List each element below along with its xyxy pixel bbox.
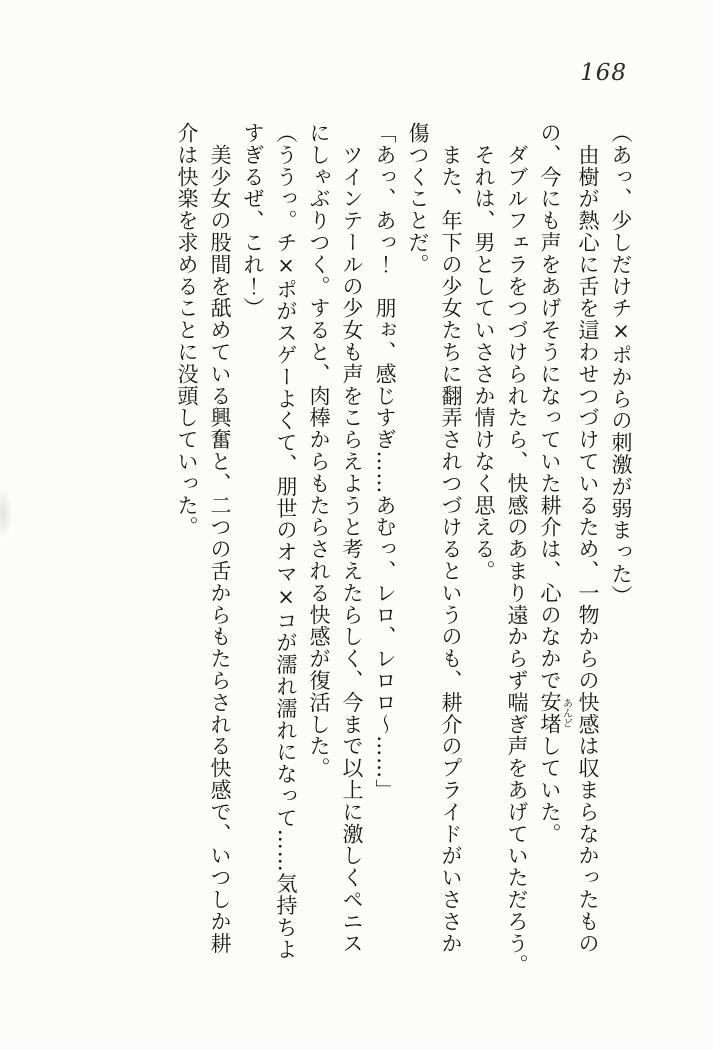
text-line: （ううっ。チ×ポがスゲーよくて、朋世のオマ×コが濡れ濡れになって……気持ちよ — [274, 122, 298, 961]
text-line: すぎるぜ、これ！） — [241, 122, 265, 320]
text-line: また、年下の少女たちに翻弄されつづけるというのも、耕介のプライドがいささか — [439, 122, 463, 955]
scan-artifact — [0, 486, 12, 540]
furigana-ruby: 安堵あんど — [538, 691, 572, 736]
text-line: ツインテールの少女も声をこらえようと考えたらしく、今まで以上に激しくペニス — [340, 122, 364, 955]
text-line: 美少女の股間を舐めている興奮と、二つの舌からもたらされる快感で、いつしか耕 — [208, 122, 232, 955]
text-line: 介は快楽を求めることに没頭していった。 — [175, 122, 199, 539]
text-line: それは、男としていささか情けなく思える。 — [472, 122, 496, 582]
text-line: 「あっ、あっ！ 朋ぉ、感じすぎ……あむっ、レロ、レロロ～……」 — [373, 122, 397, 801]
text-line: 由樹が熱心に舌を這わせつづけているため、一物からの快感は収まらなかったもの — [576, 122, 600, 955]
text-line: （あっ、少しだけチ×ポからの刺激が弱まった） — [609, 122, 633, 607]
text-line: にしゃぶりつく。すると、肉棒からもたらされる快感が復活した。 — [307, 122, 331, 779]
text-line: の、今にも声をあげそうになっていた耕介は、心のなかで安堵あんどしていた。 — [538, 122, 572, 845]
page-number: 168 — [580, 60, 627, 86]
text-line: ダブルフェラをつづけられたら、快感のあまり遠からず喘ぎ声をあげていただろう。 — [505, 122, 529, 977]
text-line: 傷つくことだ。 — [406, 122, 430, 276]
page-text — [170, 122, 637, 977]
